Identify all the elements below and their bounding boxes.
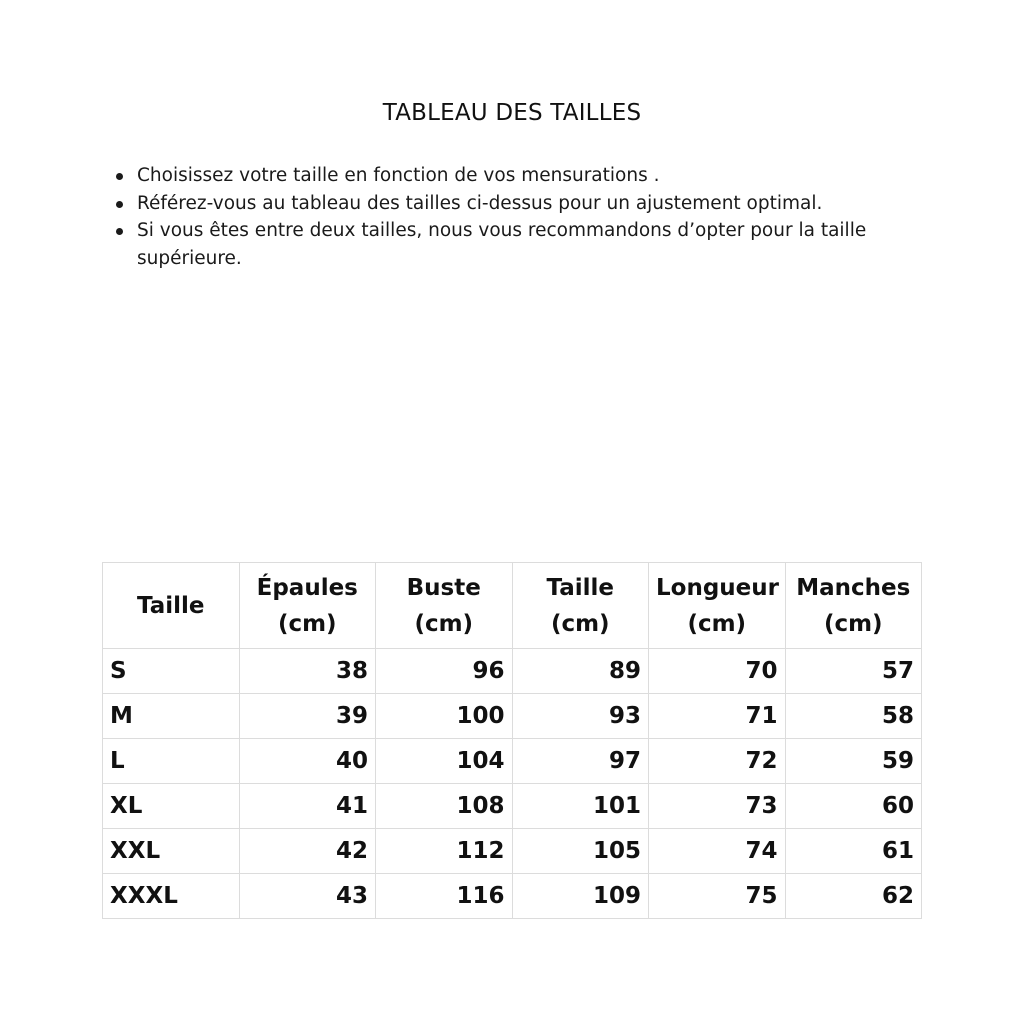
- sleeves-cell: 57: [785, 649, 922, 694]
- header-bust: Buste (cm): [376, 563, 513, 649]
- length-cell: 71: [649, 694, 786, 739]
- bust-cell: 116: [376, 874, 513, 919]
- bust-cell: 112: [376, 829, 513, 874]
- table-header-row: [103, 563, 922, 649]
- shoulders-cell: 42: [239, 829, 376, 874]
- header-sleeves: Manches (cm): [785, 563, 922, 649]
- size-cell: XL: [103, 784, 240, 829]
- bust-cell: 96: [376, 649, 513, 694]
- table-row: [103, 874, 922, 919]
- table-row: [103, 739, 922, 784]
- shoulders-cell: 39: [239, 694, 376, 739]
- size-cell: XXL: [103, 829, 240, 874]
- header-waist: Taille (cm): [512, 563, 649, 649]
- table-row: [103, 694, 922, 739]
- length-cell: 73: [649, 784, 786, 829]
- size-guide-notes: [137, 162, 897, 272]
- sleeves-cell: 58: [785, 694, 922, 739]
- page-title: TABLEAU DES TAILLES: [382, 100, 642, 126]
- sleeves-cell: 62: [785, 874, 922, 919]
- size-cell: M: [103, 694, 240, 739]
- sleeves-cell: 60: [785, 784, 922, 829]
- size-cell: XXXL: [103, 874, 240, 919]
- header-shoulders: Épaules (cm): [239, 563, 376, 649]
- bust-cell: 100: [376, 694, 513, 739]
- waist-cell: 89: [512, 649, 649, 694]
- sleeves-cell: 59: [785, 739, 922, 784]
- waist-cell: 93: [512, 694, 649, 739]
- table-row: [103, 829, 922, 874]
- waist-cell: 109: [512, 874, 649, 919]
- header-size: Taille: [103, 563, 240, 649]
- shoulders-cell: 43: [239, 874, 376, 919]
- size-cell: L: [103, 739, 240, 784]
- waist-cell: 97: [512, 739, 649, 784]
- bust-cell: 108: [376, 784, 513, 829]
- shoulders-cell: 41: [239, 784, 376, 829]
- size-cell: S: [103, 649, 240, 694]
- note-item: Si vous êtes entre deux tailles, nous vous recommandons d’opter pour la taille supérieure.: [137, 217, 897, 272]
- bust-cell: 104: [376, 739, 513, 784]
- length-cell: 75: [649, 874, 786, 919]
- shoulders-cell: 38: [239, 649, 376, 694]
- note-item: Choisissez votre taille en fonction de vos mensurations .: [137, 162, 897, 190]
- length-cell: 72: [649, 739, 786, 784]
- table-row: [103, 649, 922, 694]
- shoulders-cell: 40: [239, 739, 376, 784]
- waist-cell: 101: [512, 784, 649, 829]
- length-cell: 74: [649, 829, 786, 874]
- note-item: Référez-vous au tableau des tailles ci-dessus pour un ajustement optimal.: [137, 190, 897, 218]
- size-chart-table: [102, 562, 922, 919]
- sleeves-cell: 61: [785, 829, 922, 874]
- table-row: [103, 784, 922, 829]
- length-cell: 70: [649, 649, 786, 694]
- header-length: Longueur (cm): [649, 563, 786, 649]
- waist-cell: 105: [512, 829, 649, 874]
